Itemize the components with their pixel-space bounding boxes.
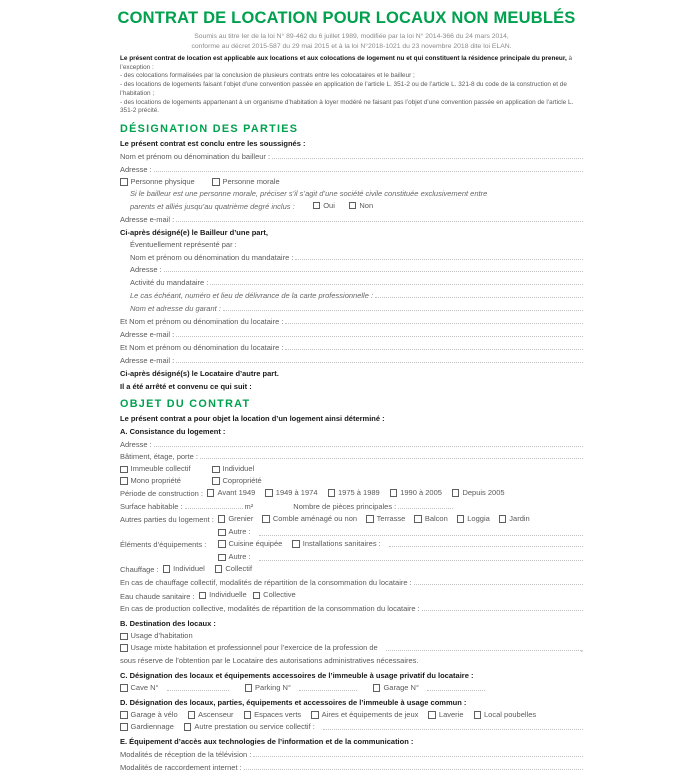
espaces-verts-label: Espaces verts [254, 710, 302, 720]
chauffage-individuel-checkbox[interactable] [163, 564, 205, 573]
non-checkbox[interactable] [349, 201, 373, 210]
intro-bold-text: Le présent contrat de location est applicable aux locations et aux colocations de logement nu et qui constituent la résidence principale du preneur, [120, 55, 567, 63]
copropriete-checkbox[interactable] [212, 476, 262, 485]
eau-individuelle-checkbox[interactable] [199, 590, 247, 599]
eau-collective-label: Collective [263, 590, 296, 600]
section-heading-designation-parties: DÉSIGNATION DES PARTIES [120, 123, 299, 136]
garage-checkbox[interactable] [373, 683, 419, 692]
checkbox-icon[interactable] [328, 489, 336, 497]
individuel-label: Individuel [222, 464, 255, 474]
usage-mixte-note-label: sous réserve de l’obtention par le Locataire des autorisations administratives nécessaires. [120, 656, 419, 666]
logement-adresse-label: Adresse : [120, 439, 152, 449]
oui-checkbox[interactable] [313, 201, 335, 210]
immeuble-type-row [120, 464, 583, 473]
locataire-2-field[interactable] [285, 342, 583, 350]
bailleur-name-row [120, 151, 583, 161]
logement-adresse-row [120, 439, 583, 449]
loggia-checkbox[interactable] [457, 514, 490, 523]
individuel-checkbox[interactable] [212, 464, 254, 473]
locataire-1-label: Et Nom et prénom ou dénomination du locataire : [120, 317, 284, 326]
checkbox-icon[interactable] [218, 554, 226, 562]
usage-habitation-label: Usage d’habitation [130, 631, 193, 641]
garant-row [130, 303, 583, 313]
usage-commun-row-1 [120, 710, 583, 719]
chauffage-label: Chauffage : [120, 565, 159, 575]
cave-label: Cave N° [130, 683, 159, 693]
surface-label: Surface habitable : [120, 502, 183, 512]
garant-field[interactable] [223, 303, 583, 311]
checkbox-icon[interactable] [474, 711, 482, 719]
terrasse-label: Terrasse [376, 514, 406, 524]
objet-intro-row [120, 414, 583, 423]
checkbox-icon[interactable] [212, 477, 220, 485]
intro-paragraph [120, 54, 583, 72]
equipements-autre-label: Autre : [228, 552, 251, 562]
comble-label: Comble aménagé ou non [272, 514, 358, 524]
1949-1974-checkbox[interactable] [265, 488, 317, 497]
oui-label: Oui [323, 200, 335, 210]
immeuble-collectif-label: Immeuble collectif [130, 464, 191, 474]
jardin-checkbox[interactable] [499, 514, 530, 523]
autre-prestation-field[interactable] [323, 722, 583, 730]
usage-mixte-field[interactable] [386, 643, 583, 654]
internet-row [120, 762, 583, 772]
subtitle-line-1: Soumis au titre Ier de la loi N° 89-462 du 6 juillet 1989, modifiée par la loi N° 2014-366 du 24 mars 2014, [194, 33, 509, 40]
grenier-checkbox[interactable] [218, 514, 254, 523]
checkbox-icon[interactable] [292, 540, 300, 548]
chauffage-collectif-label: Collectif [225, 564, 253, 574]
surface-pieces-row [120, 501, 583, 511]
usage-habitation-checkbox[interactable] [120, 631, 193, 640]
parking-numero-field[interactable] [299, 683, 357, 691]
chauffage-row [120, 564, 583, 574]
equipements-autre-row [218, 552, 583, 561]
mandataire-activite-label: Activité du mandataire : [130, 278, 209, 288]
chauffage-individuel-label: Individuel [173, 564, 205, 574]
avant-1949-checkbox[interactable] [207, 488, 255, 497]
1949-1974-label: 1949 à 1974 [275, 488, 318, 498]
mandataire-activite-row [130, 277, 583, 287]
represente-par-label: Éventuellement représenté par : [130, 239, 237, 249]
locataire-designation-label: Ci-après désigné(s) le Locataire d’autre part. [120, 368, 279, 378]
parties-intro-label: Le présent contrat est conclu entre les soussignés : [120, 139, 306, 149]
autres-parties-row [120, 514, 583, 524]
mandataire-name-field[interactable] [295, 252, 583, 260]
ascenseur-checkbox[interactable] [188, 710, 234, 719]
depuis-2005-label: Depuis 2005 [462, 488, 505, 498]
espaces-verts-checkbox[interactable] [244, 710, 302, 719]
garage-numero-field[interactable] [427, 683, 485, 691]
autres-autre-label: Autre : [228, 527, 251, 537]
checkbox-icon[interactable] [188, 711, 196, 719]
personne-type-row [120, 177, 583, 186]
checkbox-icon[interactable] [457, 515, 465, 523]
grenier-label: Grenier [228, 514, 254, 524]
checkbox-icon[interactable] [253, 592, 261, 600]
1990-2005-label: 1990 à 2005 [400, 488, 442, 498]
depuis-2005-checkbox[interactable] [452, 488, 505, 497]
1975-1989-checkbox[interactable] [328, 488, 380, 497]
garant-label: Nom et adresse du garant : [130, 304, 221, 314]
mandataire-name-row [130, 252, 583, 262]
pieces-field[interactable] [398, 501, 453, 509]
television-field[interactable] [253, 749, 583, 757]
balcon-checkbox[interactable] [414, 514, 447, 523]
periode-construction-row [120, 488, 583, 498]
checkbox-icon[interactable] [212, 178, 220, 186]
exception-bullet-1: - des colocations formalisées par la conclusion de plusieurs contrats entre les colocataires et le bailleur ; [120, 72, 415, 80]
balcon-label: Balcon [424, 514, 448, 524]
checkbox-icon[interactable] [120, 684, 128, 692]
checkbox-icon[interactable] [218, 515, 226, 523]
gardiennage-checkbox[interactable] [120, 722, 174, 731]
eau-individuelle-label: Individuelle [209, 590, 247, 600]
equipements-label: Éléments d’équipements : [120, 540, 207, 550]
page-title: CONTRAT DE LOCATION POUR LOCAUX NON MEUBLÉS [117, 9, 576, 27]
checkbox-icon[interactable] [120, 711, 128, 719]
pieces-label: Nombre de pièces principales : [293, 502, 397, 512]
laverie-checkbox[interactable] [428, 710, 463, 719]
installations-sanitaires-field[interactable] [389, 539, 583, 547]
section-d-heading: D. Désignation des locaux, parties, équipements et accessoires de l’immeuble à usage commun : [120, 698, 467, 708]
bailleur-adresse-label: Adresse : [120, 164, 152, 174]
aires-jeux-checkbox[interactable] [311, 710, 418, 719]
chauffage-collectif-note-row [120, 577, 583, 587]
checkbox-icon[interactable] [349, 202, 357, 210]
cuisine-equipee-checkbox[interactable] [218, 539, 282, 548]
checkbox-icon[interactable] [184, 723, 192, 731]
usage-mixte-row [120, 643, 583, 653]
usage-mixte-note-row [120, 656, 583, 665]
parking-checkbox[interactable] [245, 683, 291, 692]
local-poubelles-checkbox[interactable] [474, 710, 537, 719]
batiment-row [120, 451, 583, 461]
bailleur-designation-row [120, 228, 583, 237]
section-e-heading: E. Équipement d’accès aux technologies de l’information et de la communication : [120, 736, 414, 746]
bailleur-email-field[interactable] [176, 214, 583, 222]
checkbox-icon[interactable] [390, 489, 398, 497]
usage-habitation-row [120, 631, 583, 640]
aires-jeux-label: Aires et équipements de jeux [321, 710, 419, 720]
locataire-2-email-field[interactable] [176, 355, 583, 363]
locataire-1-email-label: Adresse e-mail : [120, 329, 175, 339]
eau-chaude-row [120, 590, 583, 600]
chauffage-collectif-checkbox[interactable] [215, 564, 252, 573]
locataire-designation-row [120, 369, 583, 378]
cave-checkbox[interactable] [120, 683, 159, 692]
mandataire-adresse-label: Adresse : [130, 265, 162, 275]
batiment-field[interactable] [200, 451, 583, 459]
production-collective-field[interactable] [422, 603, 583, 611]
section-c-heading-row [120, 671, 583, 680]
represente-par-row [130, 240, 583, 249]
1975-1989-label: 1975 à 1989 [338, 488, 380, 498]
propriete-type-row [120, 476, 583, 485]
equipements-autre-checkbox[interactable] [218, 552, 251, 561]
usage-commun-row-2 [120, 722, 583, 731]
installations-sanitaires-checkbox[interactable] [292, 539, 380, 548]
personne-morale-label: Personne morale [222, 176, 280, 186]
eau-collective-checkbox[interactable] [253, 590, 296, 599]
checkbox-icon[interactable] [262, 515, 270, 523]
checkbox-icon[interactable] [207, 489, 215, 497]
periode-label: Période de construction : [120, 489, 203, 499]
morale-note-row-1 [130, 189, 583, 198]
locataire-2-row [120, 342, 583, 352]
checkbox-icon[interactable] [218, 540, 226, 548]
batiment-label: Bâtiment, étage, porte : [120, 452, 198, 462]
bailleur-name-label: Nom et prénom ou dénomination du bailleur : [120, 152, 271, 162]
equipements-row [120, 539, 583, 549]
checkbox-icon[interactable] [414, 515, 422, 523]
bailleur-adresse-field[interactable] [154, 164, 583, 172]
accessoires-privatifs-row [120, 683, 583, 692]
terrasse-checkbox[interactable] [366, 514, 405, 523]
checkbox-icon[interactable] [366, 515, 374, 523]
parties-intro-row [120, 139, 583, 148]
personne-morale-checkbox[interactable] [212, 177, 280, 186]
agreement-row [120, 382, 583, 391]
autres-autre-field[interactable] [259, 528, 583, 536]
checkbox-icon[interactable] [120, 477, 128, 485]
checkbox-icon[interactable] [163, 565, 171, 573]
loggia-label: Loggia [467, 514, 490, 524]
section-e-heading-row [120, 737, 583, 746]
checkbox-icon[interactable] [120, 466, 128, 474]
equipements-autre-field[interactable] [259, 553, 583, 561]
checkbox-icon[interactable] [373, 684, 381, 692]
carte-professionnelle-field[interactable] [375, 290, 583, 298]
jardin-label: Jardin [509, 514, 530, 524]
morale-note-line-1: Si le bailleur est une personne morale, préciser s’il s’agit d’une société civile constituée exclusivement entre [130, 188, 488, 198]
subtitle-line-2: conforme au décret 2015-587 du 29 mai 2015 et à la loi N°2018-1021 du 23 novembre 2018 dite loi ELAN. [191, 42, 512, 50]
chauffage-collectif-note-field[interactable] [414, 577, 583, 585]
agreement-label: Il a été arrêté et convenu ce qui suit : [120, 381, 252, 391]
section-c-heading: C. Désignation des locaux et équipements accessoires de l’immeuble à usage privatif du locataire : [120, 671, 474, 681]
checkbox-icon[interactable] [218, 529, 226, 537]
immeuble-collectif-checkbox[interactable] [120, 464, 212, 473]
locataire-2-email-label: Adresse e-mail : [120, 355, 175, 365]
television-label: Modalités de réception de la télévision : [120, 749, 252, 759]
locataire-2-label: Et Nom et prénom ou dénomination du locataire : [120, 342, 284, 352]
exception-bullet-3: - des locations de logements appartenant à un organisme d’habitation à loyer modéré ne faisant pas l’objet d’une convention passée en application de l’article L. 351-2 précité. [120, 98, 574, 115]
checkbox-icon[interactable] [428, 711, 436, 719]
garage-label: Garage N° [383, 683, 419, 693]
mandataire-adresse-row [130, 264, 583, 274]
bailleur-designation-label: Ci-après désigné(e) le Bailleur d’une part, [120, 227, 268, 237]
production-collective-row [120, 603, 583, 613]
production-collective-label: En cas de production collective, modalités de répartition de la consommation du locataire : [120, 604, 420, 614]
checkbox-icon[interactable] [313, 202, 321, 210]
cave-numero-field[interactable] [167, 683, 229, 691]
mandataire-activite-field[interactable] [210, 277, 583, 285]
locataire-1-email-row [120, 329, 583, 339]
mandataire-adresse-field[interactable] [164, 264, 583, 272]
locataire-1-email-field[interactable] [176, 329, 583, 337]
morale-note-row-2 [130, 201, 583, 211]
checkbox-icon[interactable] [452, 489, 460, 497]
avant-1949-label: Avant 1949 [217, 488, 256, 498]
checkbox-icon[interactable] [265, 489, 273, 497]
checkbox-icon[interactable] [244, 711, 252, 719]
checkbox-icon[interactable] [120, 644, 128, 652]
parking-label: Parking N° [255, 683, 291, 693]
checkbox-icon[interactable] [215, 565, 223, 573]
checkbox-icon[interactable] [120, 178, 128, 186]
usage-mixte-tail: , [580, 644, 583, 654]
gardiennage-label: Gardiennage [130, 721, 174, 731]
autre-prestation-label: Autre prestation ou service collectif : [194, 721, 315, 731]
checkbox-icon[interactable] [212, 466, 220, 474]
exception-bullet-2: - des locations de logements faisant l’objet d’une convention passée en application de l’article L. 351-2 ou de l’article L. 321-8 du code de la construction et de l’habitation ; [120, 80, 567, 97]
television-row [120, 749, 583, 759]
section-heading-objet-contrat: OBJET DU CONTRAT [120, 397, 251, 410]
comble-checkbox[interactable] [262, 514, 357, 523]
objet-intro-label: Le présent contrat a pour objet la location d’un logement ainsi déterminé : [120, 413, 385, 423]
1990-2005-checkbox[interactable] [390, 488, 442, 497]
checkbox-icon[interactable] [199, 592, 207, 600]
checkbox-icon[interactable] [120, 633, 128, 641]
locataire-1-row [120, 316, 583, 326]
personne-physique-checkbox[interactable] [120, 177, 212, 186]
carte-professionnelle-row [130, 290, 583, 300]
section-a-heading-row [120, 427, 583, 436]
mono-propriete-label: Mono propriété [130, 476, 181, 486]
ascenseur-label: Ascenseur [198, 710, 234, 720]
checkbox-icon[interactable] [311, 711, 319, 719]
bailleur-email-row [120, 214, 583, 224]
bailleur-email-label: Adresse e-mail : [120, 214, 175, 224]
internet-field[interactable] [244, 762, 583, 770]
autres-parties-label: Autres parties du logement : [120, 515, 214, 525]
garage-velo-checkbox[interactable] [120, 710, 178, 719]
usage-mixte-checkbox[interactable] [120, 643, 378, 652]
locataire-2-email-row [120, 355, 583, 365]
logement-adresse-field[interactable] [154, 439, 583, 447]
usage-mixte-label: Usage mixte habitation et professionnel pour l’exercice de la profession de [130, 643, 378, 653]
section-b-heading-row [120, 619, 583, 628]
bailleur-name-field[interactable] [272, 151, 583, 159]
autre-prestation-checkbox[interactable] [184, 722, 315, 731]
eau-chaude-label: Eau chaude sanitaire : [120, 591, 195, 601]
garage-velo-label: Garage à vélo [130, 710, 178, 720]
section-a-heading: A. Consistance du logement : [120, 426, 226, 436]
cuisine-equipee-label: Cuisine équipée [228, 539, 283, 549]
local-poubelles-label: Local poubelles [484, 710, 537, 720]
morale-note-line-2: parents et alliés jusqu’au quatrième degré inclus : [130, 201, 295, 211]
non-label: Non [359, 200, 374, 210]
section-b-heading: B. Destination des locaux : [120, 619, 216, 629]
mandataire-name-label: Nom et prénom ou dénomination du mandataire : [130, 252, 294, 262]
carte-professionnelle-label: Le cas échéant, numéro et lieu de délivrance de la carte professionnelle : [130, 291, 374, 301]
checkbox-icon[interactable] [120, 723, 128, 731]
personne-physique-label: Personne physique [130, 176, 195, 186]
intro-tail-text: à l’exception : [120, 55, 573, 72]
bailleur-adresse-row [120, 164, 583, 174]
checkbox-icon[interactable] [499, 515, 507, 523]
checkbox-icon[interactable] [245, 684, 253, 692]
mono-propriete-checkbox[interactable] [120, 476, 212, 485]
autres-autre-checkbox[interactable] [218, 527, 251, 536]
chauffage-collectif-note-label: En cas de chauffage collectif, modalités de répartition de la consommation du locataire : [120, 578, 412, 588]
locataire-1-field[interactable] [285, 316, 583, 324]
autres-parties-autre-row [218, 527, 583, 536]
internet-label: Modalités de raccordement internet : [120, 762, 242, 772]
surface-field[interactable] [185, 501, 243, 509]
installations-sanitaires-label: Installations sanitaires : [302, 539, 381, 549]
surface-unit-label: m² [244, 502, 254, 512]
laverie-label: Laverie [438, 710, 464, 720]
copropriete-label: Copropriété [222, 476, 262, 486]
